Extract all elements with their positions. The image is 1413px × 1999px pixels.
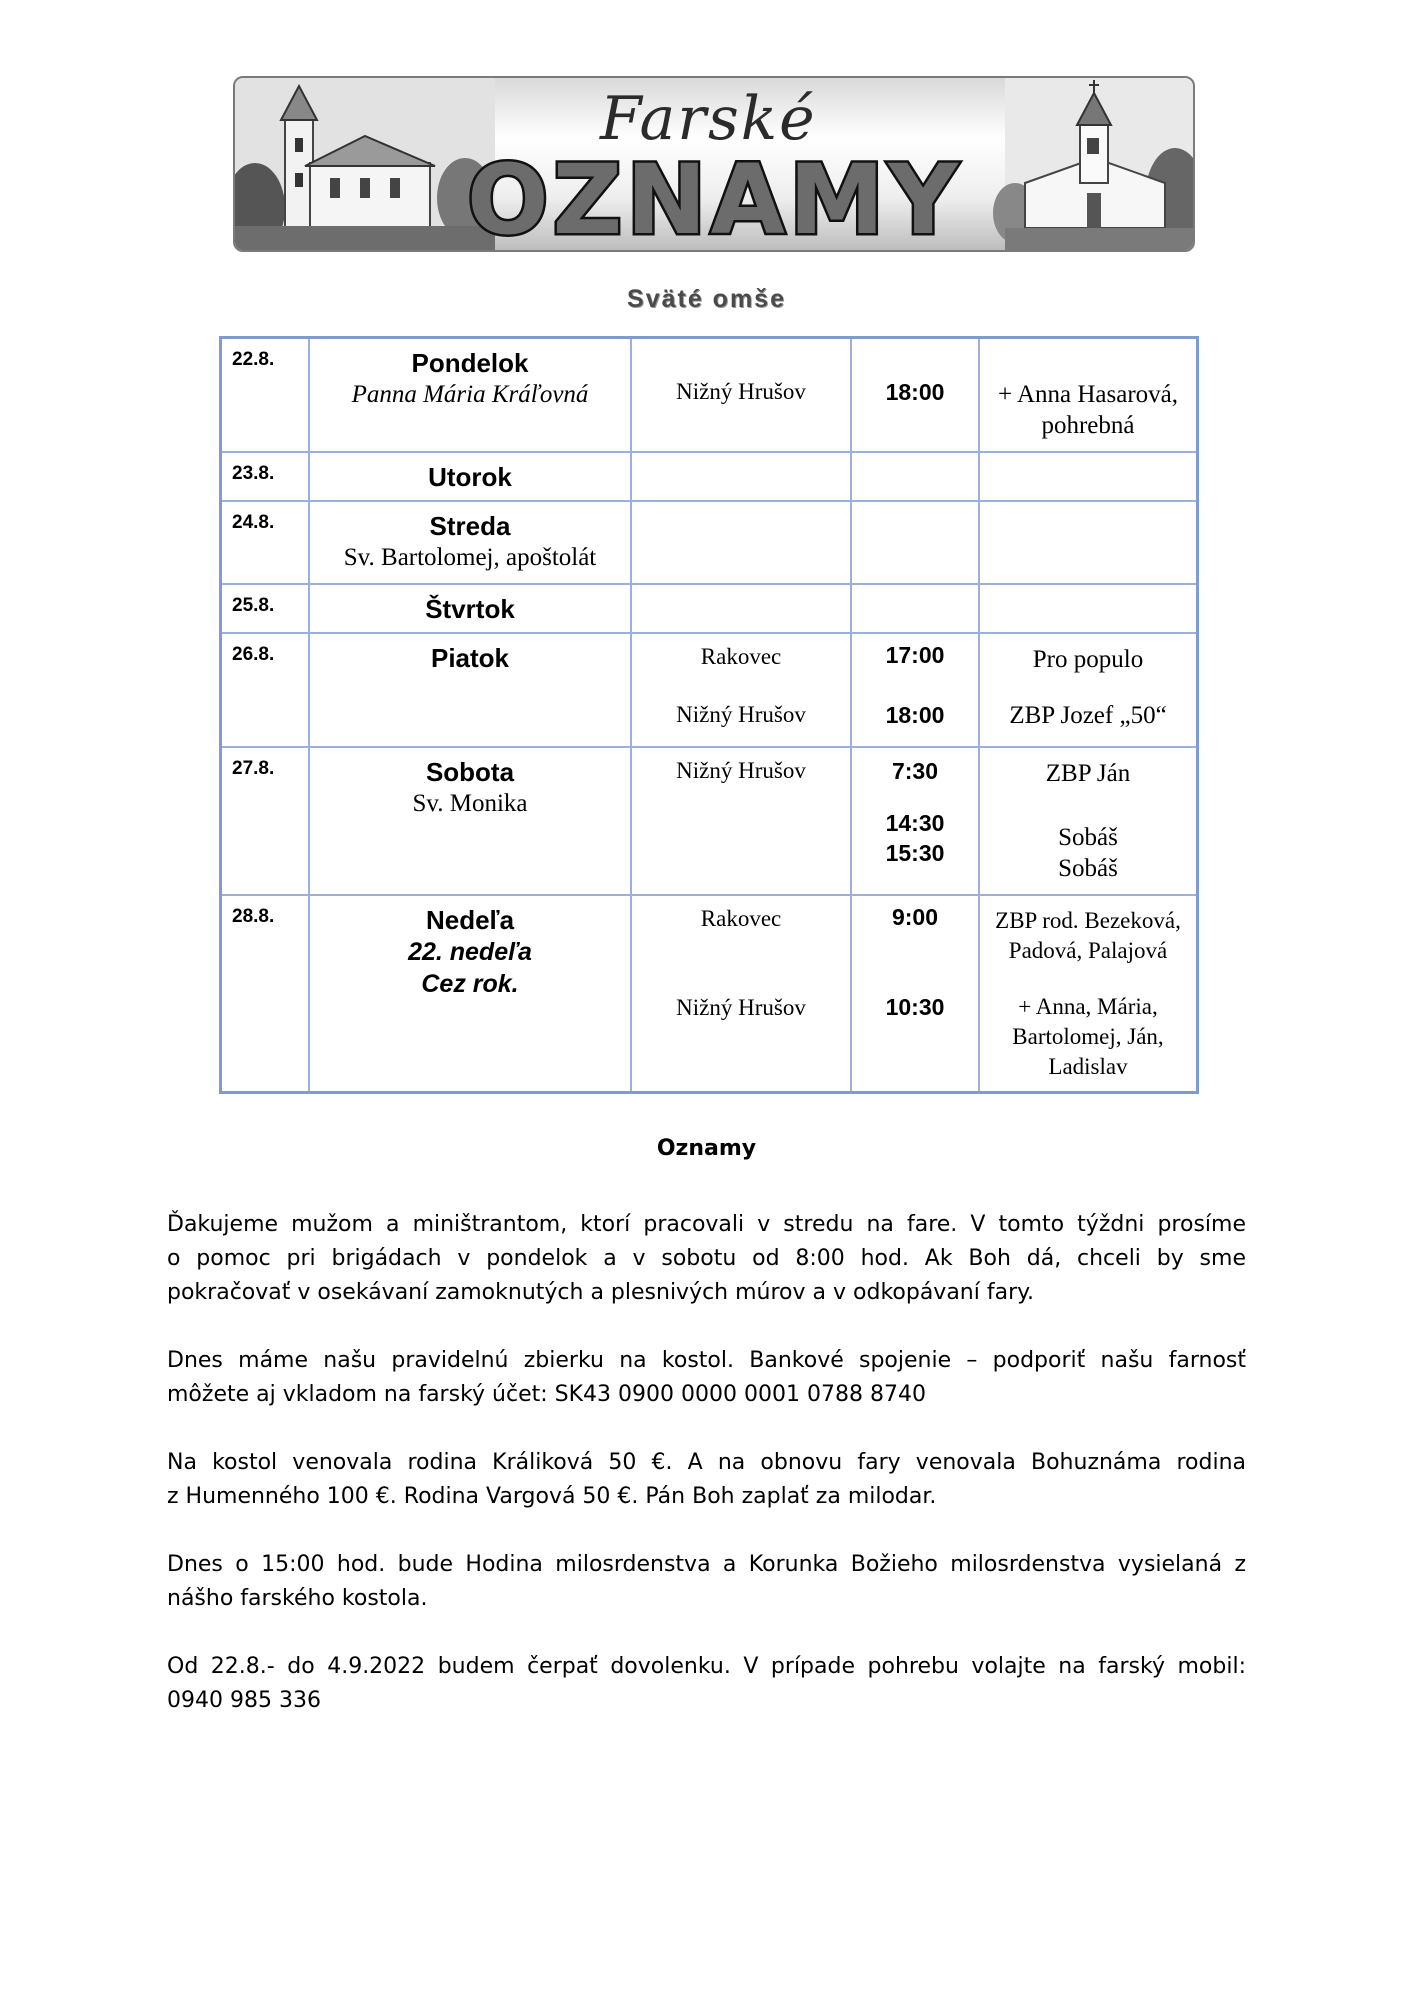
paragraph-line: Dnes o 15:00 hod. bude Hodina milosrdenstva a Korunka Božieho milosrdenstva vysielaná z [167,1552,1246,1577]
paragraph-line: Ďakujeme mužom a miništrantom, ktorí pracovali v stredu na fare. V tomto týždni prosíme [167,1212,1246,1237]
paragraph-line: nášho farského kostola. [167,1586,428,1611]
place-cell [631,501,851,584]
intention: Sobáš [1058,854,1118,882]
day-name: Utorok [428,461,512,492]
day-cell [309,584,631,633]
intention-cell [979,633,1198,747]
day-name: Sobota [425,756,515,787]
intention-cell [979,501,1198,584]
time-cell [851,338,979,452]
intention: Pro populo [1032,645,1144,673]
time-cell [851,895,979,1093]
place: Nižný Hrušov [676,701,806,727]
place: Rakovec [700,643,782,669]
day-cell [309,747,631,895]
announcement-paragraph [167,1208,1246,1310]
table-row [221,895,1198,1093]
banner-title-script: Farské [600,84,817,154]
sunday-name: 22. nedeľa [408,937,532,966]
paragraph-line: z Humenného 100 €. Rodina Vargová 50 €. Pán Boh zaplať za milodar. [167,1484,937,1509]
mass-time: 18:00 [885,379,945,405]
masses-title: Sväté omše [627,285,786,313]
place: Nižný Hrušov [676,994,806,1020]
intention: Sobáš [1058,823,1118,851]
date-cell: 22.8. [221,338,310,452]
mass-time: 18:00 [885,701,945,728]
date-cell: 23.8. [221,452,310,501]
header-banner [233,76,1195,252]
day-name: Streda [429,510,511,541]
intention: + Anna Hasarová, pohrebná [997,381,1179,439]
intention-cell [979,584,1198,633]
intention-cell [979,895,1198,1093]
day-name: Piatok [430,642,510,673]
mass-time: 14:30 [885,809,945,836]
place: Rakovec [700,905,782,931]
paragraph-line: môžete aj vkladom na farský účet: SK43 0900 0000 0001 0788 8740 [167,1382,926,1407]
mass-time: 10:30 [885,993,945,1020]
time-cell [851,747,979,895]
announcement-paragraph [167,1344,1246,1412]
intention-cell [979,452,1198,501]
date-cell: 27.8. [221,747,310,895]
intention: + Anna, Mária, Bartolomej, Ján, Ladislav [1012,993,1164,1079]
banner-title-main: OZNAMY [467,144,962,252]
mass-time: 15:30 [885,839,945,866]
intention: ZBP rod. Bezeková, Padová, Palajová [995,907,1181,963]
intention-cell [979,747,1198,895]
mass-time: 7:30 [891,757,939,784]
date-cell: 24.8. [221,501,310,584]
day-name: Pondelok [411,348,529,378]
day-cell [309,895,631,1093]
paragraph-line: pokračovať v osekávaní zamoknutých a plesnivých múrov a v odkopávaní fary. [167,1280,1035,1305]
intention: ZBP Ján [1045,759,1131,787]
date-cell: 28.8. [221,895,310,1093]
table-row [221,452,1198,501]
place-cell [631,895,851,1093]
day-cell [309,338,631,452]
place-cell [631,633,851,747]
table-row [221,747,1198,895]
time-cell [851,452,979,501]
place-cell [631,584,851,633]
table-row [221,338,1198,452]
paragraph-line: Od 22.8.- do 4.9.2022 budem čerpať dovolenku. V prípade pohrebu volajte na farský mobil: [167,1654,1246,1679]
day-name: Nedeľa [425,904,515,935]
announcements-title: Oznamy [656,1136,757,1161]
day-cell [309,452,631,501]
feast-name: Sv. Monika [412,789,528,817]
intention-cell [979,338,1198,452]
feast-name: Sv. Bartolomej, apoštolát [343,543,597,571]
date-cell: 25.8. [221,584,310,633]
time-cell [851,633,979,747]
mass-schedule-table [219,336,1199,1094]
place: Nižný Hrušov [676,757,806,783]
announcement-paragraph [167,1446,1246,1514]
day-name: Štvrtok [425,593,515,624]
announcement-paragraph [167,1650,1246,1718]
table-row [221,584,1198,633]
place: Nižný Hrušov [676,379,806,404]
paragraph-line: Dnes máme našu pravidelnú zbierku na kostol. Bankové spojenie – podporiť našu farnosť [167,1348,1246,1373]
date-cell: 26.8. [221,633,310,747]
place-cell [631,452,851,501]
table-row [221,501,1198,584]
time-cell [851,501,979,584]
table-row [221,633,1198,747]
paragraph-line: 0940 985 336 [167,1688,321,1713]
paragraph-line: o pomoc pri brigádach v pondelok a v sobotu od 8:00 hod. Ak Boh dá, chceli by sme [167,1246,1246,1271]
intention: ZBP Jozef „50“ [1009,701,1167,729]
sunday-season: Cez rok. [421,969,519,998]
mass-time: 17:00 [885,641,945,668]
feast-name: Panna Mária Kráľovná [351,381,589,408]
place-cell [631,747,851,895]
day-cell [309,633,631,747]
place-cell [631,338,851,452]
time-cell [851,584,979,633]
day-cell [309,501,631,584]
paragraph-line: Na kostol venovala rodina Králiková 50 €. A na obnovu fary venovala Bohuznáma rodina [167,1450,1246,1475]
mass-time: 9:00 [891,903,939,930]
announcement-paragraph [167,1548,1246,1616]
